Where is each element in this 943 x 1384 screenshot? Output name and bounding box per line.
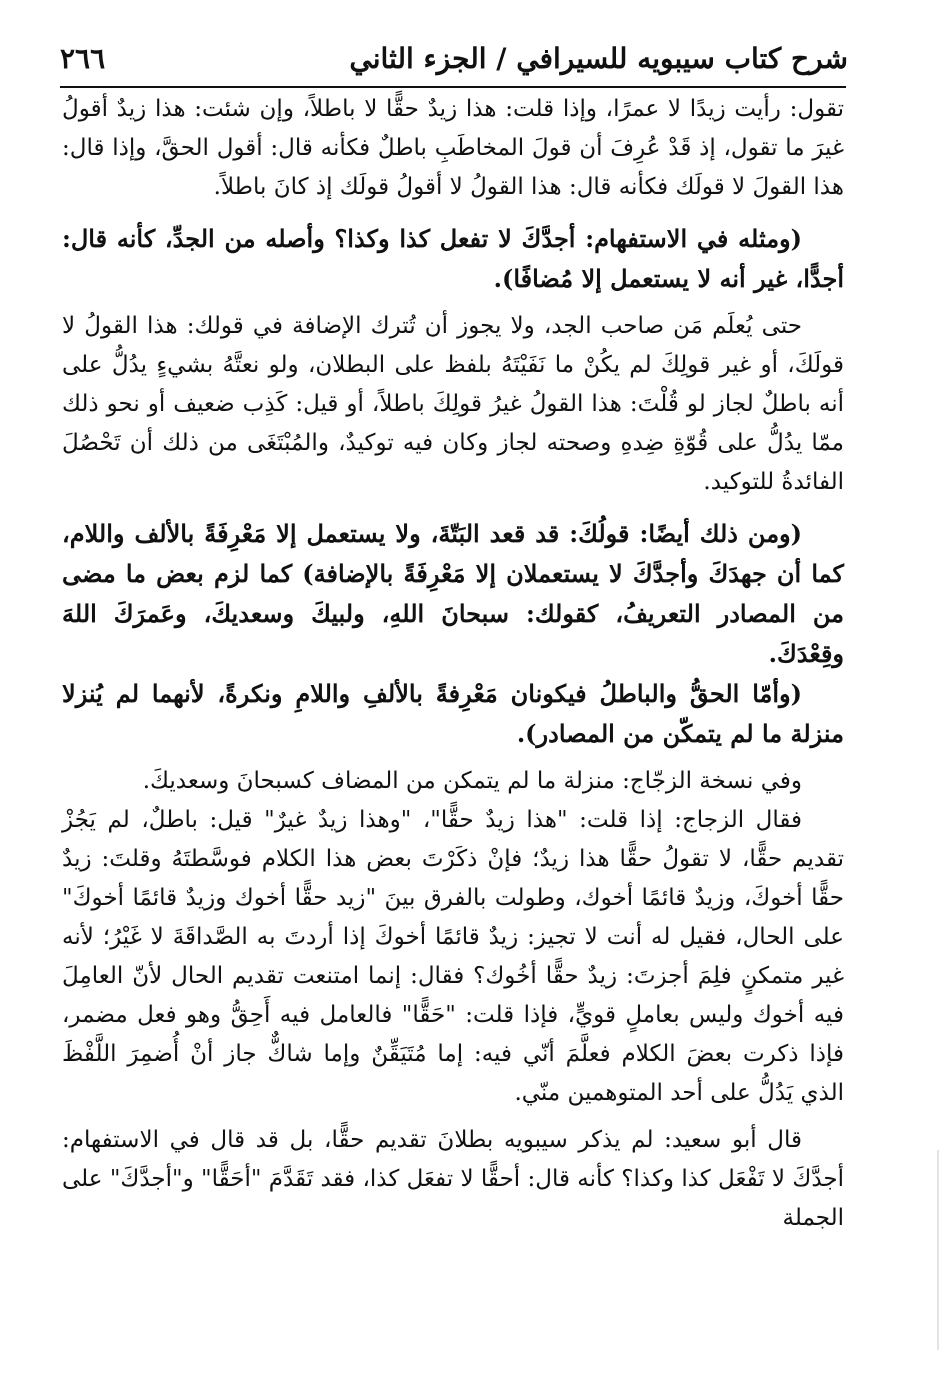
- paragraph-6: وفي نسخة الزجّاج: منزلة ما لم يتمكن من المضاف كسبحانَ وسعديكَ.: [142, 768, 802, 794]
- header-rule: [60, 86, 846, 88]
- scan-edge-mark: [937, 1150, 939, 1350]
- page-body: [62, 90, 844, 1238]
- running-title: شرح كتاب سيبويه للسيرافي / الجزء الثاني: [349, 41, 848, 75]
- page-number: ٢٦٦: [60, 41, 106, 75]
- paragraph-1: تقول: رأيت زيدًا لا عمرًا، وإذا قلت: هذا زيدٌ حقًّا لا باطلاً، وإن شئت: هذا زيدٌ أقولُ غيرَ ما تقول، إذ قَدْ عُرِفَ أن قولَ المخاطَبِ باطلٌ فكأنه قال: أقول الحقَّ، وإذا قال: هذا القولَ لا قولَك فكأنه قال: هذا القولُ لا أقولُ قولَك إذ كانَ باطلاً.: [62, 96, 844, 200]
- page-header: [60, 28, 848, 88]
- paragraph-3: حتى يُعلَم مَن صاحب الجد، ولا يجوز أن تُترك الإضافة في قولك: هذا القولُ لا قولَكَ، أو غير قولِكَ لم يكُنْ ما نَفَيْتَهُ بلفظ على البطلان، ولو نعتَّهُ بشيءٍ يدُلُّ على أنه باطلٌ لجاز لو قُلْتَ: هذا القولُ غيرُ قولِكَ باطلاً، أو قيل: كَذِب ضعيف أو نحو ذلك ممّا يدُلُّ على قُوّةِ ضِدهِ وصحته لجاز وكان فيه توكيدٌ، والمُبْتَغَى من ذلك أن تَحْصُلَ الفائدةُ للتوكيد.: [62, 313, 844, 495]
- paragraph-7: فقال الزجاج: إذا قلت: "هذا زيدٌ حقًّا"، "وهذا زيدٌ غيرٌ" قيل: باطلٌ، لم يَجُزْ تقديم حقًّا، لا تقولُ حقًّا هذا زيدٌ؛ فإنْ ذكَرْتَ بعض هذا الكلام فوسَّطتَهُ وقلتَ: زيدٌ حقًّا أخوكَ، وزيدٌ قائمًا أخوك، وطولت بالفرق بينَ "زيد حقًّا أخوك وزيدٌ قائمًا أخوكَ" على الحال، فقيل له أنت لا تجيز: زيدٌ قائمًا أخوكَ إذا أردتَ به الصَّداقَةَ لا غَيْرُ؛ لأنه غير متمكنٍ فلِمَ أجزتَ: زيدٌ حقًّا أخُوك؟ فقال: إنما امتنعت تقديم الحال لأنّ العامِلَ فيه أخوك وليس بعاملٍ قويٍّ، فإذا قلت: "حَقًّا" فالعامل فيه أَحِقُّ وهو فعل مضمر، فإذا ذكرت بعضَ الكلام فعلَّمَ أنّي فيه: إما مُتَيَقِّنٌ وإما شاكٌّ جاز أنْ أُضمِرَ اللَّفْظَ الذي يَدُلُّ على أحد المتوهمين منّي.: [62, 807, 844, 1106]
- paragraph-8: قال أبو سعيد: لم يذكر سيبويه بطلانَ تقديم حقًّا، بل قد قال في الاستفهام: أجدَّكَ لا تَفْعَل كذا وكذا؟ كأنه قال: أحقًّا لا تفعَل كذا، فقد تَقَدَّمَ "أحَقًّا" و"أجدَّكَ" على الجملة: [62, 1127, 844, 1231]
- paragraph-5-quote: (وأمّا الحقُّ والباطلُ فيكونان مَعْرِفةً بالألفِ واللامِ ونكرةً، لأنهما لم يُنزلا منزلة ما لم يتمكّن من المصادر).: [62, 679, 844, 748]
- paragraph-2-quote: (ومثله في الاستفهام: أجدَّكَ لا تفعل كذا وكذا؟ وأصله من الجدِّ، كأنه قال: أجدًّا، غير أنه لا يستعمل إلا مُضافًا).: [62, 224, 844, 293]
- paragraph-4-quote: (ومن ذلك أيضًا: قولُكَ: قد قعد البَتّةَ، ولا يستعمل إلا مَعْرِفَةً بالألف واللام، كما أن جهدَكَ وأجدَّكَ لا يستعملان إلا مَعْرِفَةً بالإضافة) كما لزم بعض ما مضى من المصادر التعريفُ، كقولك: سبحانَ اللهِ، ولبيكَ وسعديكَ، وعَمرَكَ اللهَ وقِعْدَكَ.: [62, 519, 844, 668]
